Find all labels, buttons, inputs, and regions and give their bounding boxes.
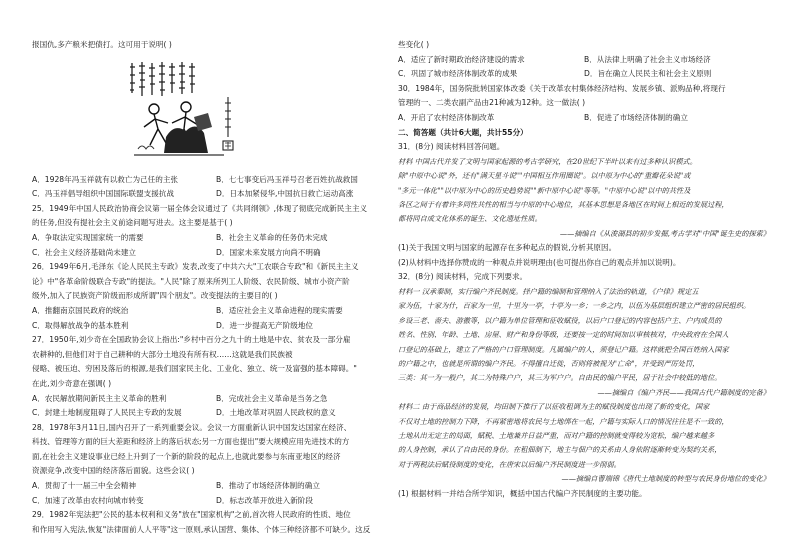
q31-material-line: 各区之间于有着许多同性共性的相当与中原的中心地位，其基本思想是各地区在时间上相近的发展过程， bbox=[398, 199, 729, 209]
cartoon-illustration bbox=[124, 57, 254, 165]
q29-option-d[interactable]: D．旨在确立人民民主和社会主义原则 bbox=[584, 69, 712, 79]
question-28-line: 面,在社会主义建设事业已经上升到了一个新的阶段的起点上,也就此要参与东南亚地区的经济 bbox=[32, 451, 341, 461]
left-column bbox=[32, 38, 400, 537]
q27-option-d[interactable]: D．土地改革对巩固人民政权的意义 bbox=[216, 408, 336, 418]
question-28-line: 科技、管理等方面的巨大差距和经济上的落后状态;另一方面也提出"要大规模应用先进技术的方 bbox=[32, 437, 350, 447]
q32-material1-line: 口登记的基础上，建立了严格的户口管理制度。凡属编户的人，须登记户籍。这样就把全国百姓纳入国家 bbox=[398, 344, 729, 354]
question-29-line: 和作用写入宪法,恢复"法律面前人人平等"这一原则,承认国营、集体、个体三种经济都不可缺少。这反 bbox=[32, 524, 371, 534]
q32-material2-line: 的人身控制，承认了自由民的身份。在租佃制下，地主与佃户的关系由人身依附逐渐转变为契约关系， bbox=[398, 445, 722, 455]
right-column bbox=[398, 38, 770, 501]
question-32-head: 32．(8分) 阅读材料，完成下列要求。 bbox=[398, 272, 528, 282]
q32-material2-line: 土地从出无定主的局面，赋税、土地兼并日益严重，而对户籍的控制就变得较为宽松，编户越来越多 bbox=[398, 431, 715, 441]
q32-material2-source: ——摘编自曹端锦《唐代土地制度的转型与农民身份地位的变化》 bbox=[561, 474, 770, 484]
q27-option-a[interactable]: A．农民解放期间新民主主义革命的胜利 bbox=[32, 393, 167, 403]
q25-option-a[interactable]: A．争取法定实现国家统一的需要 bbox=[32, 232, 144, 242]
q26-option-a[interactable]: A．推翻南京国民政府的统治 bbox=[32, 305, 129, 315]
question-30-line: 管理的一、二类农副产品由21种减为12种。这一做法( ) bbox=[398, 98, 586, 108]
q31-question-1: (1)关于我国文明与国家的起源存在多种起点的假说,分析其原因。 bbox=[398, 243, 617, 253]
question-25-line: 的任务,但没有提社会主义前途问题写进去。这主要是基于( ) bbox=[32, 218, 233, 228]
q28-option-b[interactable]: B．推动了市场经济体制的确立 bbox=[216, 481, 320, 491]
q32-material2-line: 不仅对土地的控制力下降，不再紧密地将农民与土地绑在一起，户籍与实际人口的情况往往是不一致的， bbox=[398, 416, 729, 426]
question-27-line: 侵略、被压迫、穷困及落后的根源,是我们国家民主化、工业化、独立、统一及富强的基本障碍。" bbox=[32, 364, 357, 374]
q31-material-line: "多元一体化""以中原为中心的历史趋势说""新中原中心说"等等。"中原中心说"以中的共性及 bbox=[398, 185, 691, 195]
question-27-line: 27．1950年,刘少奇在全国政协会议上指出:"乡村中百分之九十的土地是中农、贫农及一部分雇 bbox=[32, 335, 351, 345]
q32-material1-line: 三类：其一为一般户，其二为特殊户户，其三为军户户。自由民的编户平民，居于社会中较低的地位。 bbox=[398, 373, 722, 383]
section-title: 二、简答题（共计6大题，共计55分） bbox=[398, 127, 528, 137]
q28-option-a[interactable]: A．贯彻了十一届三中全会精神 bbox=[32, 481, 136, 491]
question-28-line: 28．1978年3月11日,国内召开了一系列重要会议。会议一方面重新认识中国发达国家在经济、 bbox=[32, 422, 352, 432]
question-29-tail: 些变化( ) bbox=[398, 40, 430, 49]
q24-option-d[interactable]: D．日本加紧侵华,中国抗日救亡运动高涨 bbox=[216, 189, 354, 199]
q31-question-2: (2)从材料中选择你赞成的一种观点并说明理由(也可提出你自己的观点并加以说明)。 bbox=[398, 257, 681, 267]
q28-option-c[interactable]: C．加速了改革由农村向城市转变 bbox=[32, 495, 144, 505]
q29-option-b[interactable]: B．从法律上明确了社会主义市场经济 bbox=[584, 54, 711, 64]
q32-question-1: (1) 根据材料一并结合所学知识，概括中国古代编户齐民制度的主要功能。 bbox=[398, 488, 647, 498]
q32-material1-line: 乡设三老、啬夫、游徼等，以户籍为单位管理和征收赋役，以后户口登记的内容包括户主、户内成员的 bbox=[398, 315, 722, 325]
question-24-tail: 报国仇,多产粮米把债打。这可用于说明( ) bbox=[32, 40, 172, 49]
q32-material1-line: 姓名、性别、年龄、土地、房屋、财产和身份等级，还要按一定的时间加以审核核对，中央政府在全国人 bbox=[398, 330, 729, 340]
q25-option-c[interactable]: C．社会主义经济基础尚未建立 bbox=[32, 247, 137, 257]
q25-option-d[interactable]: D．国家未来发展方向尚不明确 bbox=[216, 247, 321, 257]
question-29-line: 29．1982年宪法把"公民的基本权利和义务"放在"国家机构"之前,首次将人民政府的性质、地位 bbox=[32, 510, 351, 520]
q27-option-c[interactable]: C．封建土地制度阻碍了人民民主专政的发展 bbox=[32, 408, 182, 418]
q24-option-b[interactable]: B．七七事变后冯玉祥号召老百姓抗战救国 bbox=[216, 174, 358, 184]
q27-option-b[interactable]: B．完成社会主义革命是当务之急 bbox=[216, 393, 328, 403]
q32-material1-line: 家为伍，十家为什，百家为一里，十里为一亭，十亭为一乡；一乡之内，以伍为基层组织建立严密的居民组织。 bbox=[398, 301, 751, 311]
question-25-line: 25．1949年中国人民政治协商会议第一届全体会议通过了《共同纲领》,体现了彻底完成新民主主义 bbox=[32, 203, 368, 213]
question-26-line: 26．1949年6月,毛泽东《论人民民主专政》发表,改变了中共六大"工农联合专政"和《新民主主义 bbox=[32, 262, 359, 272]
q31-material-line: 除"中原中心说"外，还有"满天星斗说""中国相互作用圈说"。以中原为中心的"重瓣花朵说"或 bbox=[398, 171, 691, 181]
question-26-line: 级外,加入了民族资产阶级而形成所谓"四个朋友"。改变提法的主要目的( ) bbox=[32, 291, 278, 301]
q30-option-a[interactable]: A．开启了农村经济体制改革 bbox=[398, 112, 495, 122]
question-27-line: 在此,刘少奇意在强调( ) bbox=[32, 378, 112, 388]
question-26-line: 论》中"各革命阶级联合专政"的提法。"人民"除了原来所列工人阶级、农民阶级、城市小资产阶 bbox=[32, 276, 350, 286]
q26-option-d[interactable]: D．进一步提高无产阶级地位 bbox=[216, 320, 313, 330]
q31-source: ——摘编自《从浚湖县的初步发掘,考古学对"中国"诞生史的探索》 bbox=[559, 228, 770, 238]
q24-option-a[interactable]: A．1928年冯玉祥就有以救亡为己任的主张 bbox=[32, 174, 179, 184]
q32-material1-line: 的户籍之中，也就是所谓的编户齐民。不得擅自迁徙，否则将被视为"亡命"，并受到严厉处罚， bbox=[398, 359, 700, 368]
question-27-line: 农耕种的,但他们对于自己耕种的大部分土地没有所有权……这就是我们民族被 bbox=[32, 349, 293, 359]
cartoon-figure bbox=[32, 57, 400, 167]
q29-option-a[interactable]: A．适应了新时期政治经济建设的需求 bbox=[398, 54, 525, 64]
q30-option-b[interactable]: B．促进了市场经济体制的确立 bbox=[584, 112, 688, 122]
q32-material1-source: ——摘编自《编户齐民——我国古代户籍制度的完备》 bbox=[597, 387, 770, 397]
q31-material-line: 材料 中国古代并发了文明与国家起源的考古学研究，在20世纪下半叶以来有过多种认识模式。 bbox=[398, 156, 697, 166]
q26-option-c[interactable]: C．取得解放战争的基本胜利 bbox=[32, 320, 129, 330]
question-28-line: 资源竞争,改变中国的经济落后面貌。这些会议( ) bbox=[32, 466, 195, 476]
question-30-line: 30．1984年，国务院批转国家体改委《关于改革农村集体经济结构、发展乡镇、派购品种,将现行 bbox=[398, 83, 726, 93]
q29-option-c[interactable]: C．巩固了城市经济体制改革的成果 bbox=[398, 69, 518, 79]
q31-material-line: 都将同自成文化体系的诞生、文化遗址性质。 bbox=[398, 214, 542, 224]
q25-option-b[interactable]: B．社会主义革命的任务仍未完成 bbox=[216, 232, 328, 242]
q26-option-b[interactable]: B．适应社会主义革命进程的现实需要 bbox=[216, 305, 343, 315]
q28-option-d[interactable]: D．标志改革开放进入新阶段 bbox=[216, 495, 313, 505]
question-31-head: 31．(8分) 阅读材料回答问题。 bbox=[398, 142, 505, 152]
q32-material2-line: 材料二 由于商品经济的发展，均田制下推行了以征收租调为主的赋役制度也出现了新的变化，国家 bbox=[398, 402, 710, 412]
q32-material2-line: 对于两税法后赋役制度的变化，在唐宋以后编户齐民制度进一步削弱。 bbox=[398, 459, 621, 469]
q32-material1-line: 材料一 汉承秦制，实行编户齐民制度。择户籍的编制和管理纳入了法治的轨道，《户律》规定五 bbox=[398, 286, 699, 296]
q24-option-c[interactable]: C．冯玉祥倡导组织中国国际联盟支援抗战 bbox=[32, 189, 174, 199]
